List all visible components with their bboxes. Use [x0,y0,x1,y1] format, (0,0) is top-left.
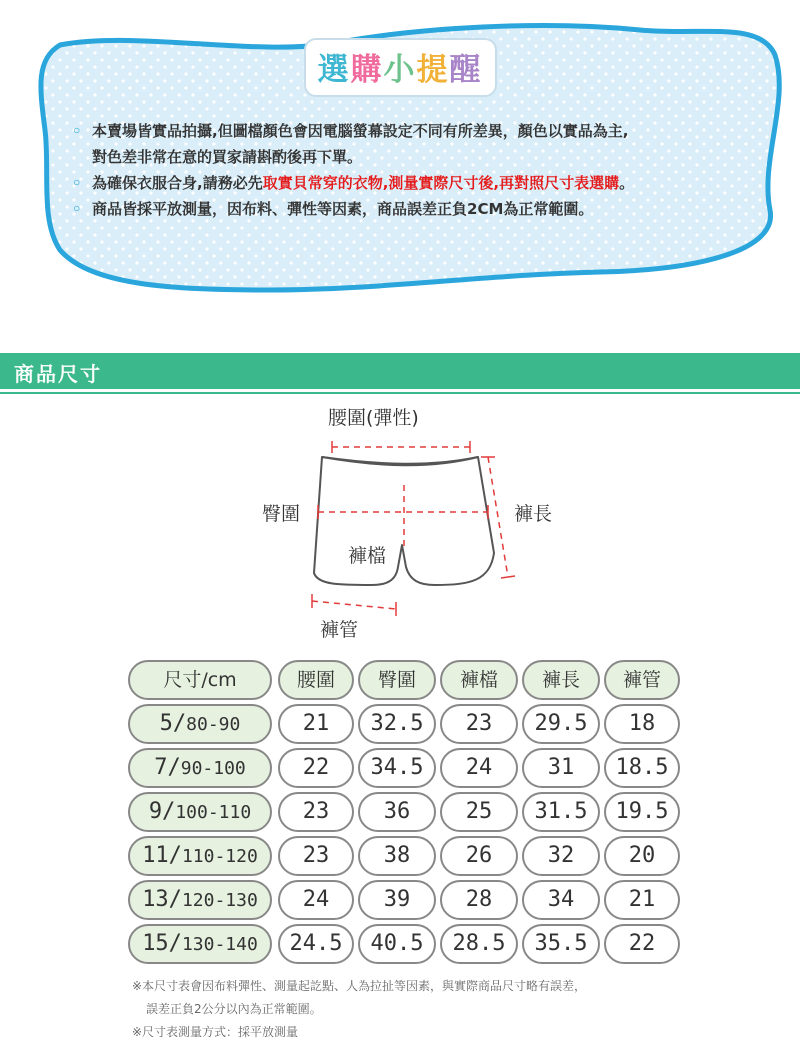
notice-title-box [304,38,497,97]
size-cell: 15/130-140 [128,924,272,964]
section-divider [0,392,800,394]
notice-item-3 [72,196,762,222]
section-header [0,353,800,389]
size-cell: 7/90-100 [128,748,272,788]
size-cell: 11/110-120 [128,836,272,876]
header-size: 尺寸/cm [128,660,272,700]
title-char-5: 醒 [449,52,483,88]
header-crotch: 褲檔 [440,660,518,700]
waist-label: 腰圍(彈性) [328,407,419,429]
header-waist: 腰圍 [278,660,354,700]
value-cell: 21 [278,704,354,744]
notice-list [72,118,762,222]
notice-item-1 [72,118,762,170]
value-cell: 40.5 [358,924,436,964]
notice-title [0,38,800,97]
title-char-4: 提 [416,52,450,88]
notice-item-3-text: 商品皆採平放測量，因布料、彈性等因素，商品誤差正負2CM為正常範圍。 [92,200,594,218]
value-cell: 35.5 [522,924,600,964]
value-cell: 39 [358,880,436,920]
footnote-2: 誤差正負2公分以內為正常範圍。 [146,1002,322,1016]
value-cell: 31 [522,748,600,788]
table-row [128,704,688,744]
table-row [128,792,688,832]
header-hip: 臀圍 [358,660,436,700]
value-cell: 23 [278,836,354,876]
shorts-measurement-diagram [0,395,800,645]
crotch-label: 褲檔 [348,545,387,567]
title-char-2: 購 [350,52,384,88]
value-cell: 23 [278,792,354,832]
value-cell: 22 [278,748,354,788]
value-cell: 32 [522,836,600,876]
value-cell: 34.5 [358,748,436,788]
value-cell: 21 [604,880,680,920]
table-row [128,836,688,876]
table-header-row [128,660,688,700]
size-cell: 5/80-90 [128,704,272,744]
table-row [128,748,688,788]
value-cell: 38 [358,836,436,876]
title-char-3: 小 [383,52,417,88]
value-cell: 18.5 [604,748,680,788]
title-char-1: 選 [317,52,351,88]
header-leg: 褲管 [604,660,680,700]
bullet-icon: ◦ [72,200,82,218]
value-cell: 36 [358,792,436,832]
length-label: 褲長 [514,503,553,525]
shorts-illustration [0,395,800,645]
footnote-3: ※尺寸表測量方式：採平放測量 [132,1025,299,1039]
footnotes [132,975,752,1044]
notice-item-2-post: 。 [619,174,635,192]
notice-item-1-line-2: 對色差非常在意的買家請斟酌後再下單。 [92,148,363,166]
value-cell: 28.5 [440,924,518,964]
value-cell: 26 [440,836,518,876]
size-cell: 13/120-130 [128,880,272,920]
section-title: 商品尺寸 [14,362,102,386]
table-row [128,924,688,964]
value-cell: 23 [440,704,518,744]
notice-item-2 [72,170,762,196]
value-cell: 24.5 [278,924,354,964]
value-cell: 24 [278,880,354,920]
leg-label: 褲管 [320,619,359,641]
notice-item-2-highlight: 取實貝常穿的衣物,測量實際尺寸後,再對照尺寸表選購 [262,174,620,192]
notice-panel [0,0,800,330]
notice-item-1-line-1: 本賣場皆實品拍攝,但圖檔顏色會因電腦螢幕設定不同有所差異，顏色以實品為主, [92,122,629,140]
leg-measure-line [312,601,396,609]
value-cell: 24 [440,748,518,788]
value-cell: 31.5 [522,792,600,832]
value-cell: 34 [522,880,600,920]
hip-label: 臀圍 [262,503,301,525]
notice-item-2-pre: 為確保衣服合身,請務必先 [92,174,263,192]
value-cell: 22 [604,924,680,964]
header-length: 褲長 [522,660,600,700]
value-cell: 25 [440,792,518,832]
value-cell: 28 [440,880,518,920]
value-cell: 19.5 [604,792,680,832]
size-cell: 9/100-110 [128,792,272,832]
bullet-icon: ◦ [72,174,82,192]
table-row [128,880,688,920]
value-cell: 18 [604,704,680,744]
value-cell: 20 [604,836,680,876]
value-cell: 29.5 [522,704,600,744]
footnote-1: ※本尺寸表會因布料彈性、測量起訖點、人為拉扯等因素，與實際商品尺寸略有誤差， [132,979,587,993]
bullet-icon: ◦ [72,122,82,140]
value-cell: 32.5 [358,704,436,744]
